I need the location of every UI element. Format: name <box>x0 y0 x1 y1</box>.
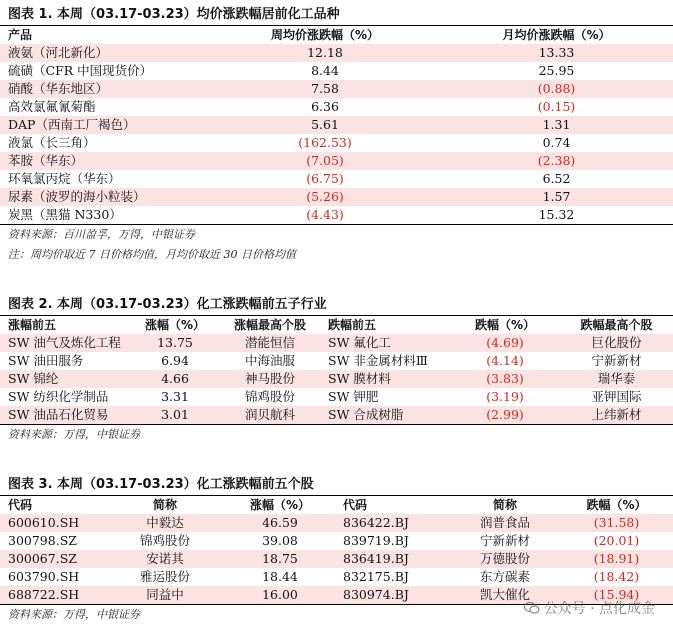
table-row <box>0 62 673 80</box>
table-cell: SW 合成树脂 <box>320 406 450 425</box>
table-row <box>0 370 673 388</box>
table-cell: (15.94) <box>560 586 673 605</box>
table1-header-cell: 周均价涨跌幅（%） <box>270 28 380 42</box>
table-cell: 东方碳素 <box>479 569 530 584</box>
table-cell: 宁新新材 <box>479 533 530 548</box>
table-cell: 安诺其 <box>105 550 225 568</box>
table-cell: 39.08 <box>262 533 298 548</box>
table2-title: 图表 2. 本周（03.17-03.23）化工涨跌幅前五子行业 <box>0 294 673 316</box>
table-cell: (6.75) <box>306 171 344 186</box>
table-cell: 苯胺（华东） <box>0 152 210 170</box>
table-cell: 液氨（河北新化） <box>0 44 210 62</box>
table1-header-cell: 产品 <box>8 28 33 42</box>
table-cell: 尿素（波罗的海小粒装） <box>0 188 210 206</box>
table-cell: 300798.SZ <box>8 533 77 548</box>
table-cell: 7.58 <box>210 80 440 98</box>
table-cell: 亚钾国际 <box>591 389 642 404</box>
table-cell: 3.01 <box>130 406 220 425</box>
table-cell: SW 油气及炼化工程 <box>0 334 130 352</box>
table-row <box>0 134 673 152</box>
table2-section <box>0 294 673 445</box>
table2-header-cell: 跌幅最高个股 <box>580 318 653 332</box>
table3-title: 图表 3. 本周（03.17-03.23）化工涨跌幅前五个股 <box>0 474 673 496</box>
table3 <box>0 496 673 605</box>
table-cell: 1.57 <box>440 188 673 206</box>
table-cell: 16.00 <box>225 586 335 605</box>
table-cell: 凯大催化 <box>450 586 560 605</box>
table-cell: (18.42) <box>593 569 640 584</box>
table3-source: 资料来源：万得，中银证券 <box>8 608 140 621</box>
table-cell: SW 纺织化学制品 <box>8 389 109 404</box>
table-cell: SW 钾肥 <box>328 389 379 404</box>
table3-header-cell: 代码 <box>343 498 368 512</box>
table-cell: 600610.SH <box>0 514 105 532</box>
table-cell: 环氧氯丙烷（华东） <box>8 171 121 186</box>
table3-header-cell: 简称 <box>492 498 517 512</box>
table-cell: 硝酸（华东地区） <box>0 80 210 98</box>
table-cell: 836422.BJ <box>335 514 450 532</box>
table-row <box>0 388 673 406</box>
table-cell: 688722.SH <box>0 586 105 605</box>
table1 <box>0 26 673 225</box>
table-row <box>0 206 673 225</box>
table-cell: (162.53) <box>298 135 352 150</box>
table-cell: 5.61 <box>210 116 440 134</box>
watermark <box>524 598 655 618</box>
table-cell: 润贝航科 <box>220 406 320 425</box>
table-row <box>0 550 673 568</box>
table-cell: 高效氯氟氰菊酯 <box>8 99 96 114</box>
table1-note: 注：周均价取近 7 日价格均值，月均价取近 30 日价格均值 <box>8 248 296 261</box>
table-cell: 同益中 <box>105 586 225 605</box>
table-cell: 锦鸡股份 <box>139 533 190 548</box>
table-cell: 硫磺（CFR 中国现货价） <box>8 63 153 78</box>
watermark-text: 公众号 · 点化成金 <box>543 601 655 617</box>
table-cell: (4.14) <box>486 353 524 368</box>
table-cell: 锦鸡股份 <box>244 389 295 404</box>
table-row <box>0 116 673 134</box>
table-cell: 832175.BJ <box>343 569 409 584</box>
table-cell: 中毅达 <box>105 514 225 532</box>
table-cell: 839719.BJ <box>343 533 409 548</box>
table-cell: (2.99) <box>450 406 560 425</box>
table-cell: 13.75 <box>130 334 220 352</box>
table3-header-cell: 代码 <box>8 498 33 512</box>
table-cell: SW 膜材料 <box>320 370 450 388</box>
table-cell: SW 油品石化贸易 <box>0 406 130 425</box>
table-row <box>0 80 673 98</box>
table-cell: (31.58) <box>560 514 673 532</box>
table-cell: 12.18 <box>210 44 440 62</box>
table-cell: 巨化股份 <box>560 334 673 352</box>
table-cell: 潜能恒信 <box>220 334 320 352</box>
table-cell: 雅运股份 <box>139 569 190 584</box>
table-cell: 宁新新材 <box>591 353 642 368</box>
table-cell: 润普食品 <box>450 514 560 532</box>
table-cell: SW 非金属材料Ⅲ <box>328 353 428 368</box>
table3-header-row <box>0 496 673 514</box>
table-cell: (4.43) <box>210 206 440 225</box>
table2-header-cell: 跌幅前五 <box>328 318 377 332</box>
table-cell: (20.01) <box>593 533 640 548</box>
table-cell: 603790.SH <box>8 569 80 584</box>
table-cell: 13.33 <box>440 44 673 62</box>
wechat-icon <box>524 601 540 615</box>
table-cell: 300067.SZ <box>0 550 105 568</box>
table-cell: DAP（西南工厂褐色） <box>0 116 210 134</box>
table-cell: 836419.BJ <box>335 550 450 568</box>
table-cell: 8.44 <box>311 63 339 78</box>
table-cell: 18.75 <box>225 550 335 568</box>
table-cell: (3.83) <box>450 370 560 388</box>
table2-source: 资料来源：万得，中银证券 <box>8 428 140 441</box>
table-cell: 0.74 <box>542 135 571 150</box>
table-cell: (18.91) <box>560 550 673 568</box>
table-cell: 炭黑（黑猫 N330） <box>0 206 210 225</box>
table-row <box>0 152 673 170</box>
table-cell: 6.36 <box>311 99 339 114</box>
table-cell: (7.05) <box>210 152 440 170</box>
table-cell: 瑞华泰 <box>560 370 673 388</box>
table-cell: 3.31 <box>161 389 189 404</box>
table2-header-cell: 涨幅前五 <box>8 318 57 332</box>
table2-header-cell: 跌幅（%） <box>474 318 536 332</box>
table-row <box>0 514 673 532</box>
table-cell: 万德股份 <box>450 550 560 568</box>
table-row <box>0 352 673 370</box>
table-cell: 上纬新材 <box>560 406 673 425</box>
table-cell: 6.94 <box>161 353 189 368</box>
table-row <box>0 406 673 425</box>
table-cell: 4.66 <box>130 370 220 388</box>
table-row <box>0 532 673 550</box>
table-cell: SW 锦纶 <box>0 370 130 388</box>
table2-header-row <box>0 316 673 334</box>
table-cell: 6.52 <box>542 171 571 186</box>
table2-header-cell: 涨幅最高个股 <box>233 318 306 332</box>
table-cell: (4.69) <box>450 334 560 352</box>
table3-header-cell: 涨幅（%） <box>249 498 311 512</box>
table-row <box>0 188 673 206</box>
table1-title: 图表 1. 本周（03.17-03.23）均价涨跌幅居前化工品种 <box>0 4 673 26</box>
table-cell: 1.31 <box>440 116 673 134</box>
table-cell: 46.59 <box>225 514 335 532</box>
table-cell: (3.19) <box>486 389 524 404</box>
table1-header-cell: 月均价涨跌幅（%） <box>502 28 611 42</box>
table-cell: 液氯（长三角） <box>8 135 96 150</box>
table-cell: 18.44 <box>262 569 298 584</box>
table2 <box>0 316 673 425</box>
table-cell: 中海油服 <box>244 353 295 368</box>
table-cell: 15.32 <box>440 206 673 225</box>
table-row <box>0 98 673 116</box>
table-row <box>0 170 673 188</box>
table-cell: 神马股份 <box>220 370 320 388</box>
table3-header-cell: 简称 <box>152 498 177 512</box>
table-cell: SW 油田服务 <box>8 353 84 368</box>
table-row <box>0 568 673 586</box>
table-cell: (0.88) <box>440 80 673 98</box>
table-row <box>0 334 673 352</box>
table-cell: (5.26) <box>210 188 440 206</box>
table2-header-cell: 涨幅（%） <box>144 318 206 332</box>
table-cell: 830974.BJ <box>335 586 450 605</box>
table3-header-cell: 跌幅（%） <box>586 498 647 512</box>
table-cell: 25.95 <box>538 63 575 78</box>
table-cell: (0.15) <box>537 99 576 114</box>
table-cell: (2.38) <box>440 152 673 170</box>
table1-header-row <box>0 26 673 44</box>
table-cell: SW 氟化工 <box>320 334 450 352</box>
table1-section <box>0 4 673 265</box>
table-row <box>0 44 673 62</box>
table1-source: 资料来源：百川盈孚，万得，中银证券 <box>8 228 195 241</box>
